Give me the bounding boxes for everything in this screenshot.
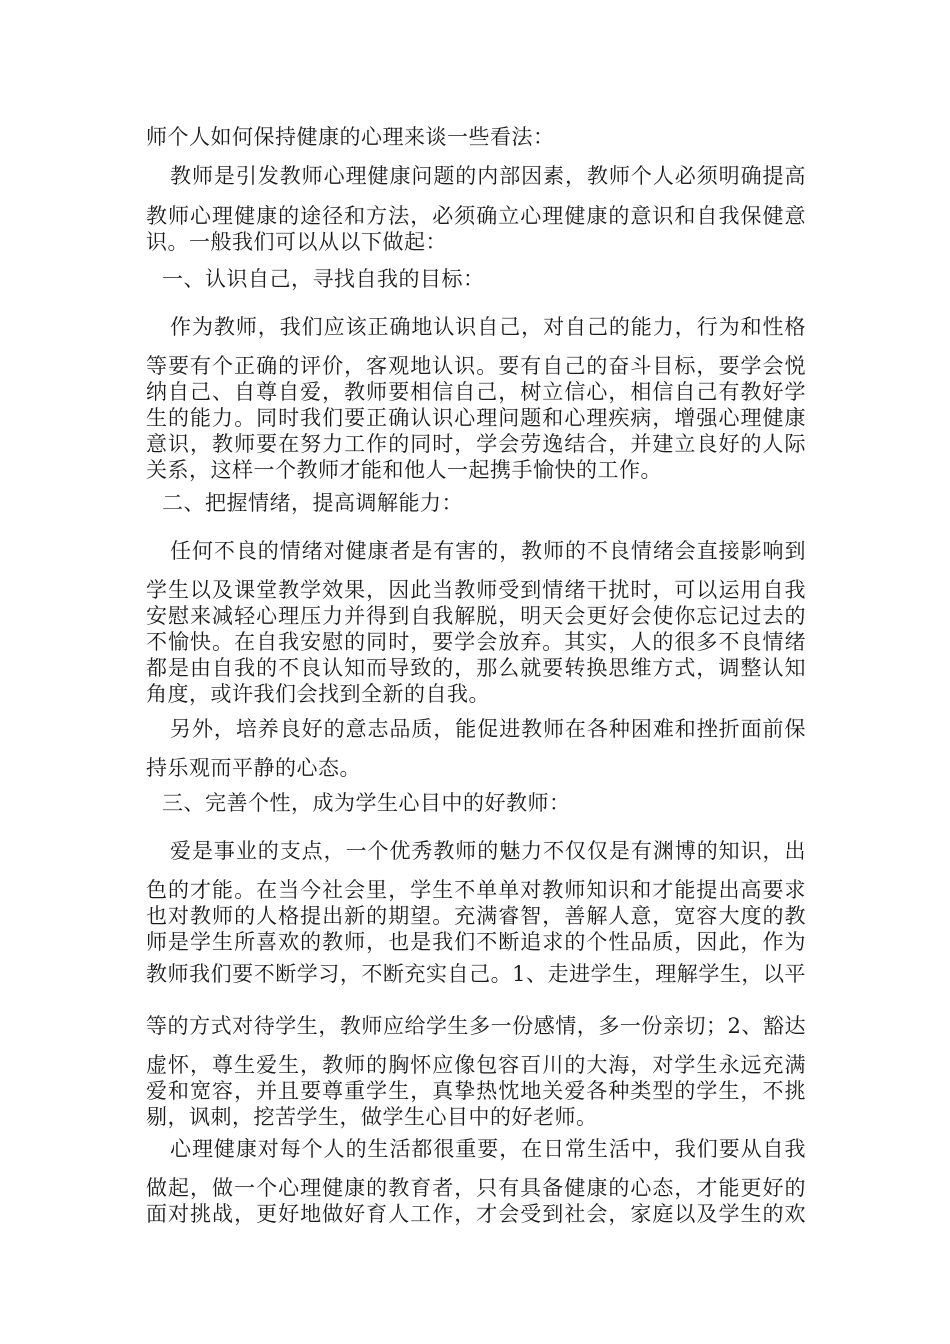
text-line: 安慰来减轻心理压力并得到自我解脱，明天会更好会使你忘记过去的	[146, 604, 806, 628]
text-line: 等的方式对待学生，教师应给学生多一份感情，多一份亲切；2、豁达	[146, 1014, 806, 1038]
text-line: 师是学生所喜欢的教师，也是我们不断追求的个性品质，因此，作为	[146, 930, 806, 954]
section-heading: 二、把握情绪，提高调解能力：	[162, 491, 463, 515]
text-line: 爱是事业的支点，一个优秀教师的魅力不仅仅是有渊博的知识，出	[170, 839, 806, 863]
text-line: 生的能力。同时我们要正确认识心理问题和心理疾病，增强心理健康	[146, 406, 806, 430]
text-line: 色的才能。在当今社会里，学生不单单对教师知识和才能提出高要求	[146, 878, 806, 902]
text-line: 作为教师，我们应该正确地认识自己，对自己的能力，行为和性格	[170, 315, 806, 339]
text-line: 不愉快。在自我安慰的同时，要学会放弃。其实，人的很多不良情绪	[146, 630, 806, 654]
text-line: 师个人如何保持健康的心理来谈一些看法：	[146, 125, 555, 149]
text-line: 持乐观而平静的心态。	[146, 756, 361, 780]
text-line: 教师我们要不断学习，不断充实自己。1、走进学生，理解学生，以平	[146, 962, 806, 986]
section-heading: 一、认识自己，寻找自我的目标：	[162, 267, 485, 291]
text-line: 也对教师的人格提出新的期望。充满睿智，善解人意，宽容大度的教	[146, 904, 806, 928]
text-line: 另外，培养良好的意志品质，能促进教师在各种困难和挫折面前保	[170, 717, 806, 741]
text-line: 虚怀，尊生爱生，教师的胸怀应像包容百川的大海，对学生永远充满	[146, 1053, 806, 1077]
text-line: 任何不良的情绪对健康者是有害的，教师的不良情绪会直接影响到	[170, 539, 806, 563]
text-line: 学生以及课堂教学效果，因此当教师受到情绪干扰时，可以运用自我	[146, 578, 806, 602]
text-line: 意识，教师要在努力工作的同时，学会劳逸结合，并建立良好的人际	[146, 432, 806, 456]
section-heading: 三、完善个性，成为学生心目中的好教师：	[162, 791, 571, 815]
text-line: 做起，做一个心理健康的教育者，只有具备健康的心态，才能更好的	[146, 1176, 806, 1200]
text-line: 都是由自我的不良认知而导致的，那么就要转换思维方式，调整认知	[146, 656, 806, 680]
text-line: 面对挑战，更好地做好育人工作，才会受到社会，家庭以及学生的欢	[146, 1202, 806, 1226]
text-line: 纳自己、自尊自爱，教师要相信自己，树立信心，相信自己有教好学	[146, 380, 806, 404]
text-line: 教师是引发教师心理健康问题的内部因素，教师个人必须明确提高	[170, 164, 806, 188]
text-line: 关系，这样一个教师才能和他人一起携手愉快的工作。	[146, 458, 662, 482]
text-line: 角度，或许我们会找到全新的自我。	[146, 682, 490, 706]
text-line: 教师心理健康的途径和方法，必须确立心理健康的意识和自我保健意	[146, 204, 806, 228]
text-line: 识。一般我们可以从以下做起：	[146, 230, 447, 254]
text-line: 心理健康对每个人的生活都很重要，在日常生活中，我们要从自我	[170, 1137, 806, 1161]
text-line: 剔，讽刺，挖苦学生，做学生心目中的好老师。	[146, 1105, 598, 1129]
text-line: 爱和宽容，并且要尊重学生，真挚热忱地关爱各种类型的学生，不挑	[146, 1079, 806, 1103]
text-line: 等要有个正确的评价，客观地认识。要有自己的奋斗目标，要学会悦	[146, 354, 806, 378]
